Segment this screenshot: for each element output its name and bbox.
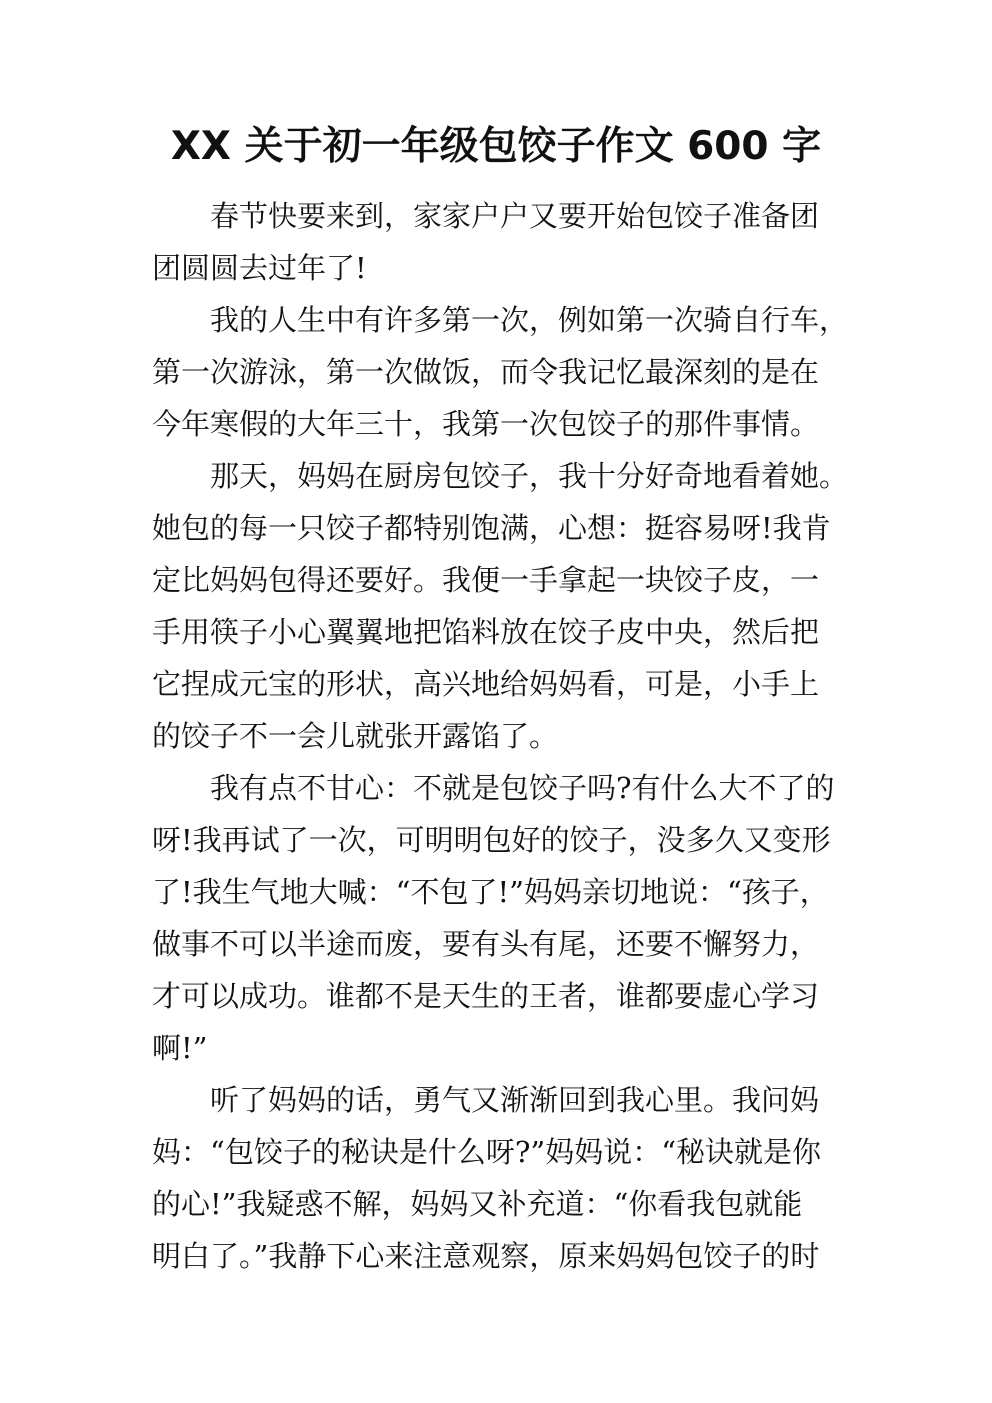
text-line: 定比妈妈包得还要好。我便一手拿起一块饺子皮，一: [152, 563, 820, 597]
text-line: 第一次游泳，第一次做饭，而令我记忆最深刻的是在: [152, 355, 820, 389]
text-line: 手用筷子小心翼翼地把馅料放在饺子皮中央，然后把: [152, 615, 820, 649]
text-line: 才可以成功。谁都不是天生的王者，谁都要虚心学习: [152, 979, 820, 1013]
text-line: 啊!”: [152, 1031, 208, 1065]
text-line: 我的人生中有许多第一次，例如第一次骑自行车，: [210, 303, 849, 337]
document-title: XX 关于初一年级包饺子作文 600 字: [170, 124, 822, 169]
paragraph: [152, 762, 852, 1074]
text-line: 的心!”我疑惑不解，妈妈又补充道：“你看我包就能: [152, 1187, 803, 1221]
document-body: [152, 190, 852, 1282]
text-line: 听了妈妈的话，勇气又渐渐回到我心里。我问妈: [210, 1083, 820, 1117]
paragraph: [152, 294, 852, 450]
text-line: 今年寒假的大年三十，我第一次包饺子的那件事情。: [152, 407, 820, 441]
text-line: 妈：“包饺子的秘诀是什么呀?”妈妈说：“秘诀就是你: [152, 1135, 822, 1169]
text-line: 它捏成元宝的形状，高兴地给妈妈看，可是，小手上: [152, 667, 820, 701]
paragraph: [152, 1074, 852, 1282]
paragraph: [152, 450, 852, 762]
text-line: 的饺子不一会儿就张开露馅了。: [152, 719, 559, 753]
paragraph: [152, 190, 852, 294]
text-line: 做事不可以半途而废，要有头有尾，还要不懈努力，: [152, 927, 820, 961]
text-line: 我有点不甘心：不就是包饺子吗?有什么大不了的: [210, 771, 835, 805]
text-line: 她包的每一只饺子都特别饱满，心想：挺容易呀!我肯: [152, 511, 831, 545]
text-line: 明白了。”我静下心来注意观察，原来妈妈包饺子的时: [152, 1239, 820, 1273]
text-line: 了!我生气地大喊：“不包了!”妈妈亲切地说：“孩子，: [152, 875, 829, 909]
text-line: 春节快要来到，家家户户又要开始包饺子准备团: [210, 199, 820, 233]
text-line: 呀!我再试了一次，可明明包好的饺子，没多久又变形: [152, 823, 831, 857]
text-line: 那天，妈妈在厨房包饺子，我十分好奇地看着她。: [210, 459, 849, 493]
text-line: 团圆圆去过年了!: [152, 251, 367, 285]
